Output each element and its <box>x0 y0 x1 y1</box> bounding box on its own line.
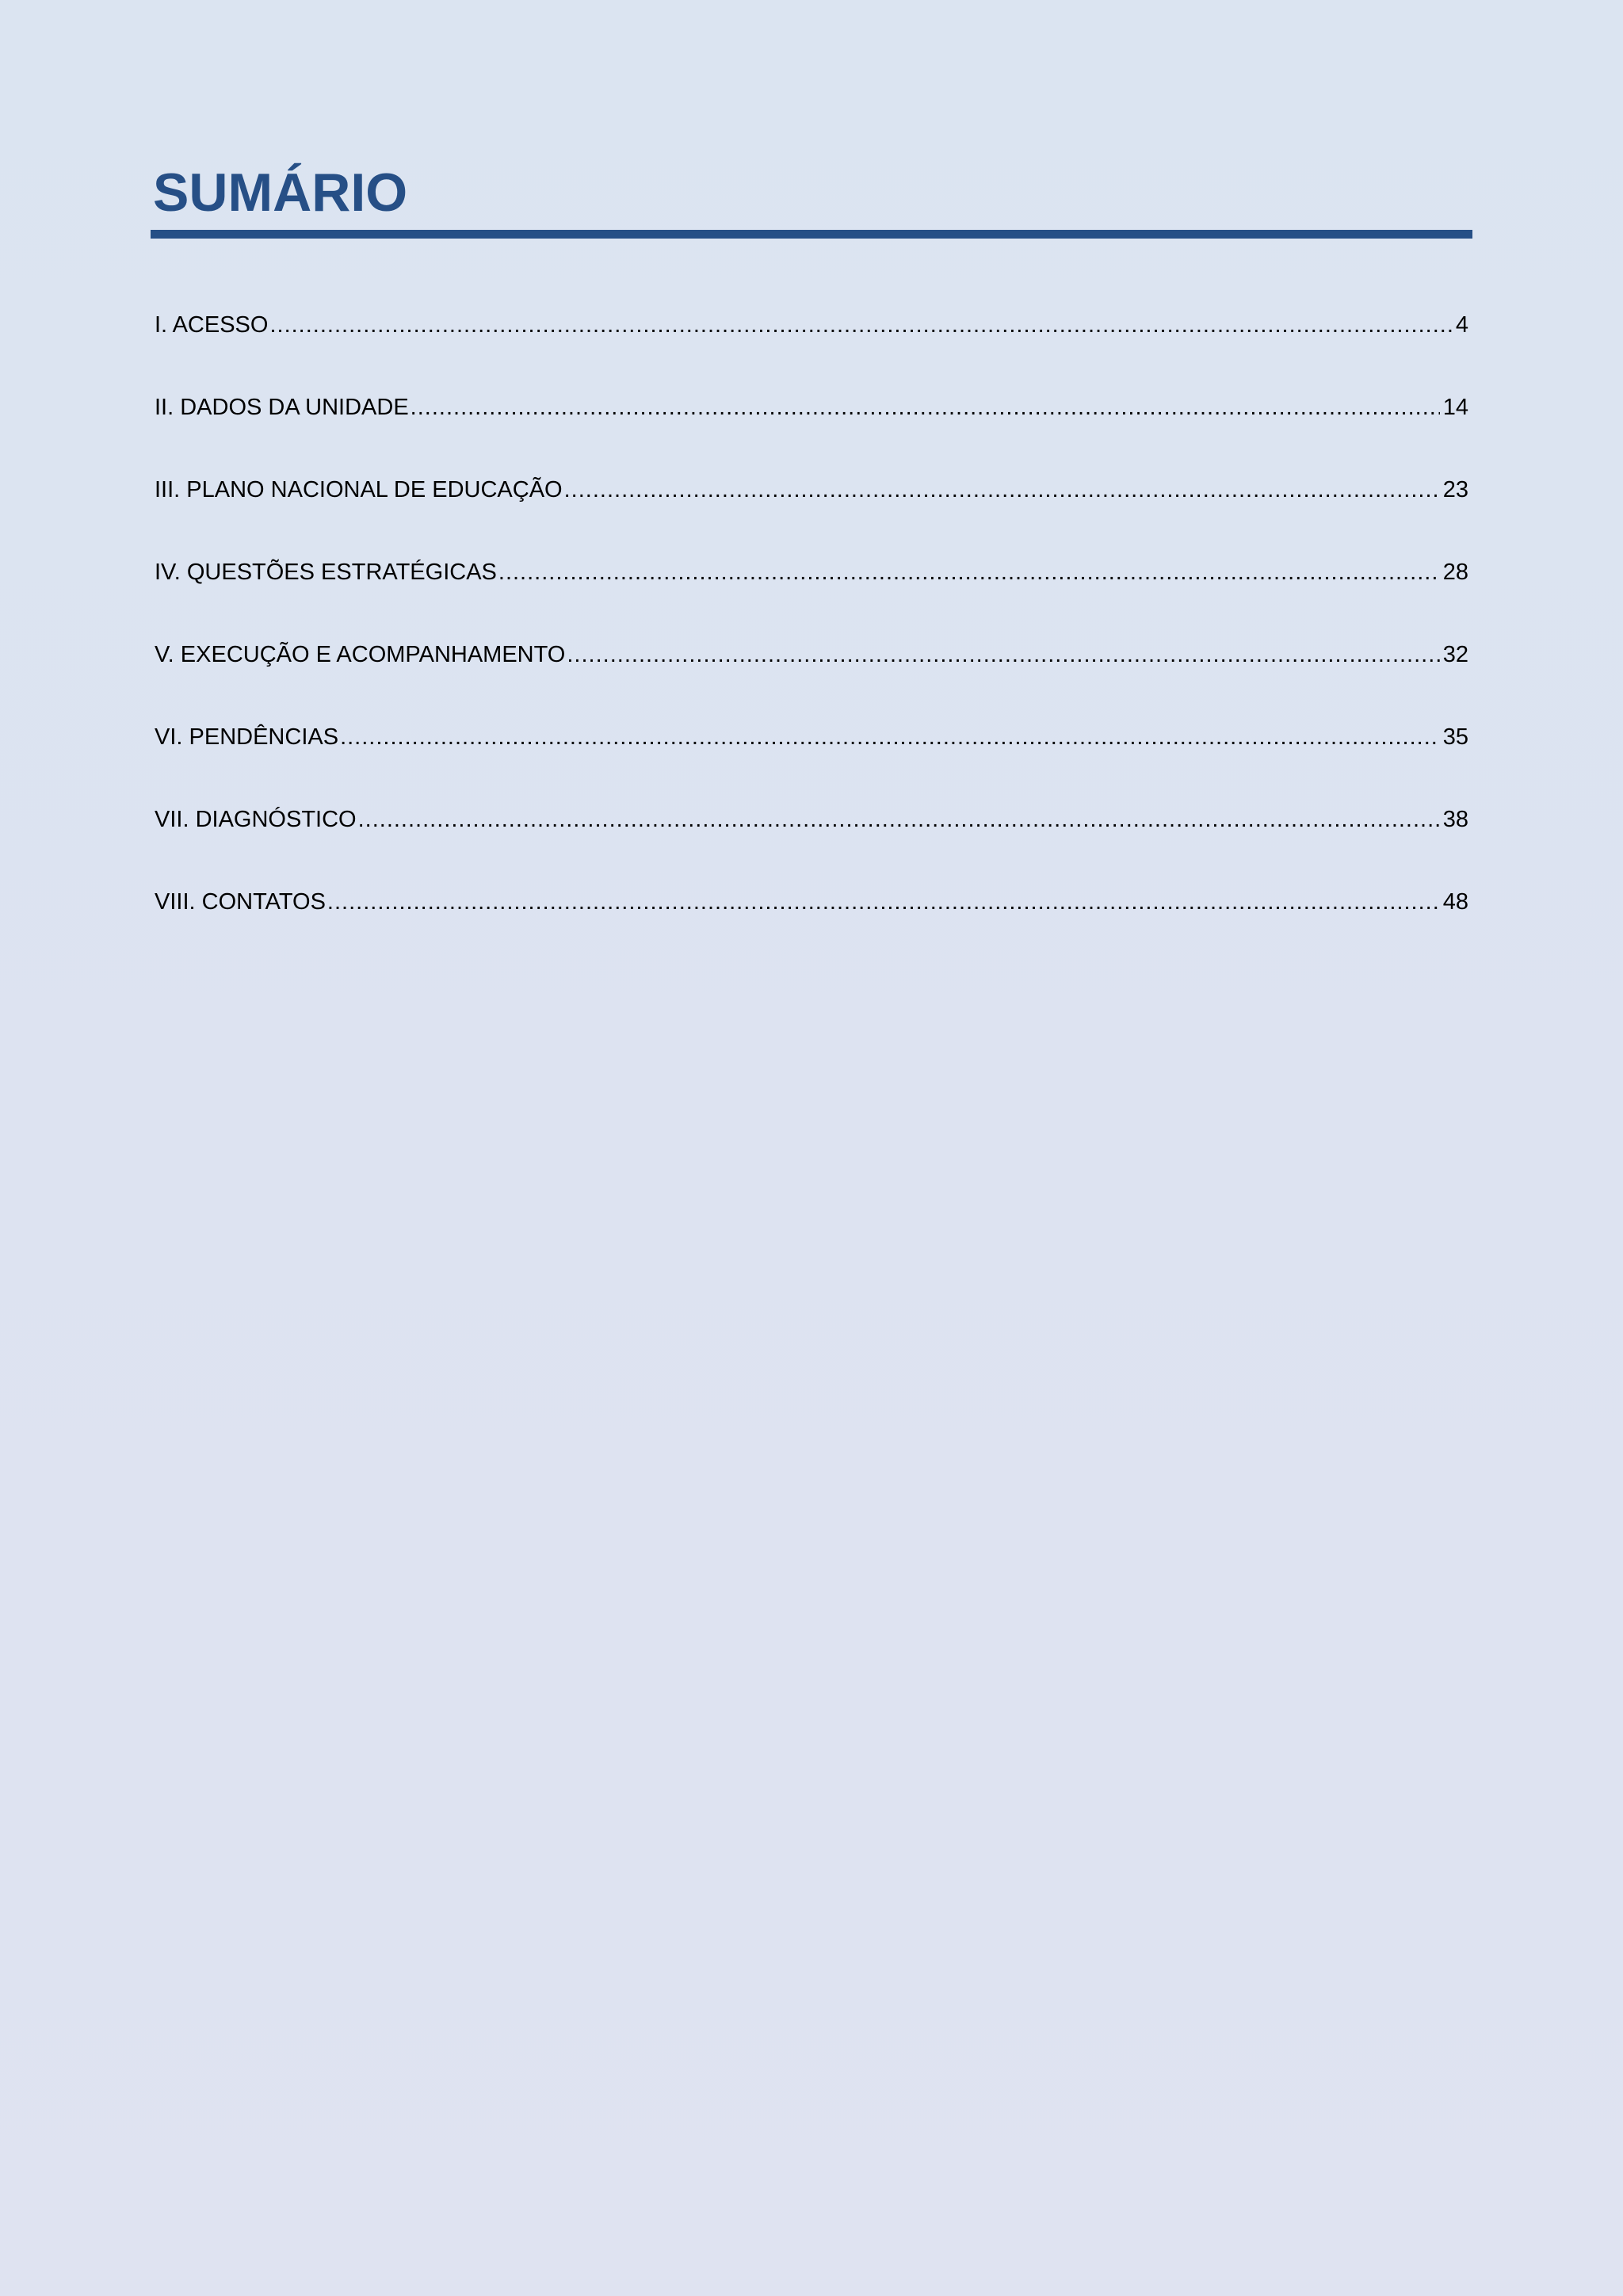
toc-entry-label: IV. QUESTÕES ESTRATÉGICAS <box>155 560 497 585</box>
toc-entry-page-number: 35 <box>1442 724 1468 750</box>
toc-entry-dados-da-unidade[interactable] <box>155 384 1468 466</box>
toc-entry-page-number: 38 <box>1442 807 1468 832</box>
toc-entry-label: VII. DIAGNÓSTICO <box>155 807 357 832</box>
toc-entry-page-number: 48 <box>1442 889 1468 915</box>
toc-entry-diagnostico[interactable] <box>155 796 1468 878</box>
toc-entry-page-number: 14 <box>1442 395 1468 420</box>
toc-entry-page-number: 28 <box>1442 560 1468 585</box>
toc-entry-label: VIII. CONTATOS <box>155 889 326 915</box>
toc-entry-label: II. DADOS DA UNIDADE <box>155 395 409 420</box>
table-of-contents <box>155 301 1468 961</box>
dot-leader <box>327 878 1440 926</box>
dot-leader <box>269 301 1452 349</box>
toc-entry-questoes-estrategicas[interactable] <box>155 548 1468 631</box>
toc-entry-label: I. ACESSO <box>155 312 269 338</box>
toc-entry-contatos[interactable] <box>155 878 1468 961</box>
toc-entry-page-number: 23 <box>1442 477 1468 502</box>
toc-entry-page-number: 32 <box>1442 642 1468 667</box>
toc-entry-page-number: 4 <box>1455 312 1468 338</box>
toc-entry-label: VI. PENDÊNCIAS <box>155 724 339 750</box>
page-title: SUMÁRIO <box>153 162 408 223</box>
toc-entry-acesso[interactable] <box>155 301 1468 384</box>
toc-entry-label: III. PLANO NACIONAL DE EDUCAÇÃO <box>155 477 563 502</box>
toc-entry-execucao[interactable] <box>155 631 1468 713</box>
dot-leader <box>340 713 1440 761</box>
title-underline <box>151 230 1472 239</box>
dot-leader <box>567 631 1439 678</box>
toc-entry-pendencias[interactable] <box>155 713 1468 796</box>
toc-entry-plano-nacional[interactable] <box>155 466 1468 548</box>
dot-leader <box>564 466 1440 514</box>
dot-leader <box>358 796 1440 843</box>
toc-entry-label: V. EXECUÇÃO E ACOMPANHAMENTO <box>155 642 566 667</box>
dot-leader <box>498 548 1440 596</box>
dot-leader <box>411 384 1440 431</box>
